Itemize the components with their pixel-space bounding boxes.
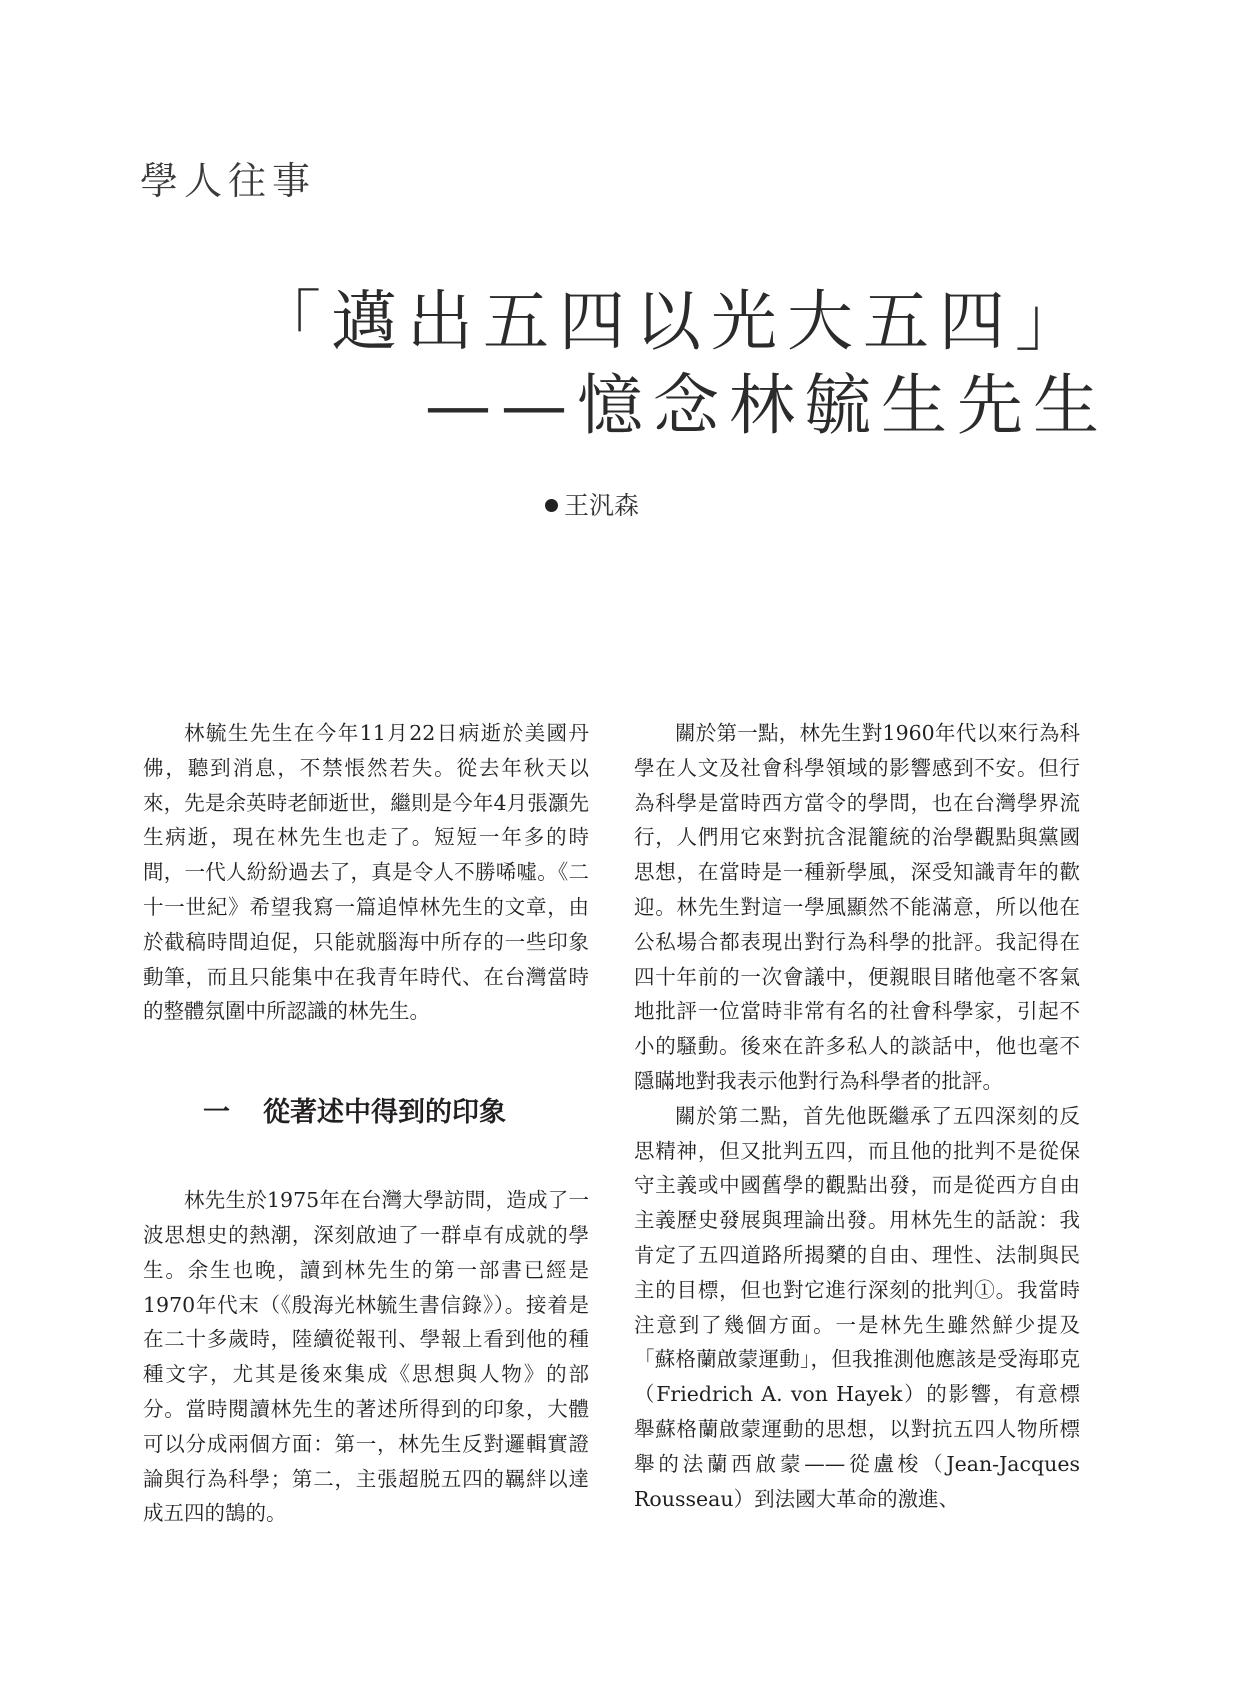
author-name: 王汎森	[564, 491, 640, 520]
section-heading	[143, 1093, 589, 1133]
right-column	[634, 716, 1080, 1516]
author-byline	[545, 486, 639, 522]
section-header: 學人往事	[140, 159, 317, 203]
left-column	[143, 716, 589, 1531]
article-title: 「邁出五四以光大五四」	[255, 283, 1091, 360]
intro-paragraph: 林毓生先生在今年11月22日病逝於美國丹佛，聽到消息，不禁悵然若失。從去年秋天以來，先是余英時老師逝世，繼則是今年4月張灝先生病逝，現在林先生也走了。短短一年多的時間，一代人紛紛過去了，真是令人不勝唏噓。《二十一世紀》希望我寫一篇追悼林先生的文章，由於截稿時間迫促，只能就腦海中所存的一些印象動筆，而且只能集中在我青年時代、在台灣當時的整體氛圍中所認識的林先生。	[143, 721, 589, 1024]
bullet-icon	[545, 499, 558, 512]
right-paragraph-1: 關於第一點，林先生對1960年代以來行為科學在人文及社會科學領域的影響感到不安。但行為科學是當時西方當令的學問，也在台灣學界流行，人們用它來對抗含混籠統的治學觀點與黨國思想，在當時是一種新學風，深受知識青年的歡迎。林先生對這一學風顯然不能滿意，所以他在公私場合都表現出對行為科學的批評。我記得在四十年前的一次會議中，便親眼目睹他毫不客氣地批評一位當時非常有名的社會科學家，引起不小的騷動。後來在許多私人的談話中，他也毫不隱瞞地對我表示他對行為科學者的批評。	[634, 721, 1080, 1093]
article-subtitle: ——憶念林毓生先生	[425, 367, 1109, 444]
section-heading-number: 一	[203, 1097, 230, 1129]
section-heading-text: 從著述中得到的印象	[263, 1097, 506, 1129]
right-paragraph-2: 關於第二點，首先他既繼承了五四深刻的反思精神，但又批判五四，而且他的批判不是從保守主義或中國舊學的觀點出發，而是從西方自由主義歷史發展與理論出發。用林先生的話說：我肯定了五四道路所揭櫫的自由、理性、法制與民主的目標，但也對它進行深刻的批判①。我當時注意到了幾個方面。一是林先生雖然鮮少提及「蘇格蘭啟蒙運動」，但我推測他應該是受海耶克（Friedrich A. von Hayek）的影響，有意標舉蘇格蘭啟蒙運動的思想，以對抗五四人物所標舉的法蘭西啟蒙——從盧梭（Jean-Jacques Rousseau）到法國大革命的激進、	[634, 1103, 1080, 1511]
section-paragraph: 林先生於1975年在台灣大學訪問，造成了一波思想史的熱潮，深刻啟迪了一群卓有成就的學生。余生也晚，讀到林先生的第一部書已經是1970年代末（《殷海光林毓生書信錄》）。接着是在二十多歲時，陸續從報刊、學報上看到他的種種文字，尤其是後來集成《思想與人物》的部分。當時閱讀林先生的著述所得到的印象，大體可以分成兩個方面：第一，林先生反對邏輯實證論與行為科學；第二，主張超脱五四的羈絆以達成五四的鵠的。	[143, 1188, 589, 1526]
